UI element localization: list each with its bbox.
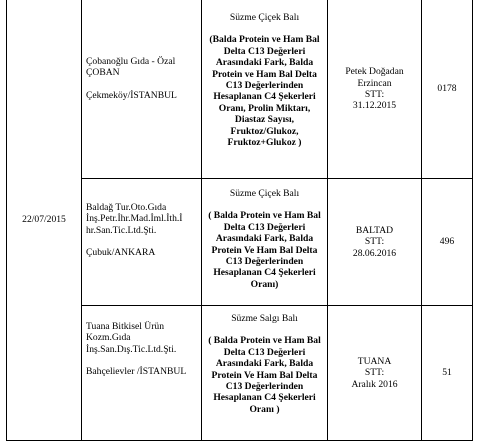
product-cell (202, 306, 328, 441)
company-line: Kozm.Gıda (86, 332, 131, 344)
analysis-line: Protein Ve Ham Bal Delta (211, 369, 318, 381)
brand-cell (328, 0, 422, 179)
lot-number: 0178 (437, 83, 457, 95)
product-name: Süzme Çiçek Balı (229, 12, 300, 23)
analysis-line: Fruktoz+Glukoz ) (227, 137, 302, 149)
analysis-line: Hesaplanan C4 Şekerleri (213, 91, 316, 103)
company-location: Bahçelievler /İSTANBUL (86, 366, 187, 378)
brand-line: TUANA (357, 355, 392, 367)
analysis-text (206, 335, 323, 415)
analysis-line: C13 Değerlerinden (225, 381, 304, 393)
date-value: 22/07/2015 (22, 214, 66, 226)
analysis-line: Protein Ve Ham Bal Delta (211, 244, 318, 256)
analysis-line: Oranı ) (249, 403, 280, 415)
product-cell (202, 0, 328, 179)
brand-line: 31.12.2015 (352, 100, 397, 112)
company-line: Baldağ Tur.Oto.Gıda (86, 202, 167, 213)
product-name: Süzme Çiçek Balı (229, 188, 300, 199)
company-line: ÇOBAN (86, 67, 120, 79)
product-cell (202, 179, 328, 306)
analysis-line: Delta C13 Değerleri (223, 221, 306, 233)
analysis-line: Hesaplanan C4 Şekerleri (213, 267, 316, 279)
analysis-line: C13 Değerlerinden (225, 256, 304, 268)
inspection-table (6, 0, 473, 441)
company-cell (82, 0, 202, 179)
analysis-line: Delta C13 Değerleri (223, 45, 306, 57)
analysis-line: Fruktoz/Glukoz, (230, 125, 299, 137)
analysis-line: Arasındaki Fark, Balda (215, 358, 314, 370)
brand-line: 28.06.2016 (352, 247, 397, 259)
analysis-line: Oranı) (250, 278, 279, 290)
brand-line: Petek Doğadan (345, 66, 404, 78)
analysis-text (206, 34, 323, 148)
brand-cell (328, 306, 422, 441)
analysis-line: Delta C13 Değerleri (223, 346, 306, 358)
analysis-line: ( Balda Protein ve Ham Bal (208, 335, 321, 347)
lot-cell (422, 0, 473, 179)
brand-line: STT: (364, 89, 385, 100)
lot-cell (422, 306, 473, 441)
company-location: Çubuk/ANKARA (86, 247, 156, 259)
product-name: Süzme Salgı Balı (231, 313, 298, 324)
brand-line: Aralık 2016 (351, 378, 398, 390)
analysis-line: (Balda Protein ve Ham Bal (209, 34, 320, 46)
company-line: İnş.Petr.İhr.Mad.İml.İth.İ (86, 213, 183, 225)
lot-number: 51 (442, 367, 452, 379)
brand-line: STT: (364, 367, 385, 379)
company-line: İnş.San.Dış.Tic.Ltd.Şti. (86, 343, 177, 355)
brand-cell (328, 179, 422, 306)
company-location: Çekmeköy/İSTANBUL (86, 89, 177, 101)
table-row (7, 0, 473, 179)
date-cell (7, 0, 82, 441)
analysis-line: C13 Değerlerinden (225, 80, 304, 92)
analysis-line: Arasındaki Fark, Balda (215, 57, 314, 69)
brand-line: Erzincan (357, 77, 392, 89)
lot-number: 496 (439, 236, 455, 248)
analysis-line: Arasındaki Fark, Balda (215, 233, 314, 245)
company-line: Çobanoğlu Gıda - Özal (86, 56, 176, 67)
analysis-line: ( Balda Protein ve Ham Bal (208, 210, 321, 222)
analysis-line: Oranı, Prolin Miktarı, (218, 102, 311, 114)
brand-line: BALTAD (355, 224, 394, 236)
lot-cell (422, 179, 473, 306)
analysis-text (206, 210, 323, 290)
analysis-line: Diastaz Sayısı, (234, 114, 295, 126)
analysis-line: Hesaplanan C4 Şekerleri (213, 392, 316, 404)
brand-line: STT: (364, 236, 385, 248)
company-line: Tuana Bitkisel Ürün (86, 321, 164, 332)
company-cell (82, 179, 202, 306)
analysis-line: Protein ve Ham Bal Delta (212, 68, 317, 80)
company-line: hr.San.Tic.Ltd.Şti. (86, 224, 157, 236)
company-cell (82, 306, 202, 441)
